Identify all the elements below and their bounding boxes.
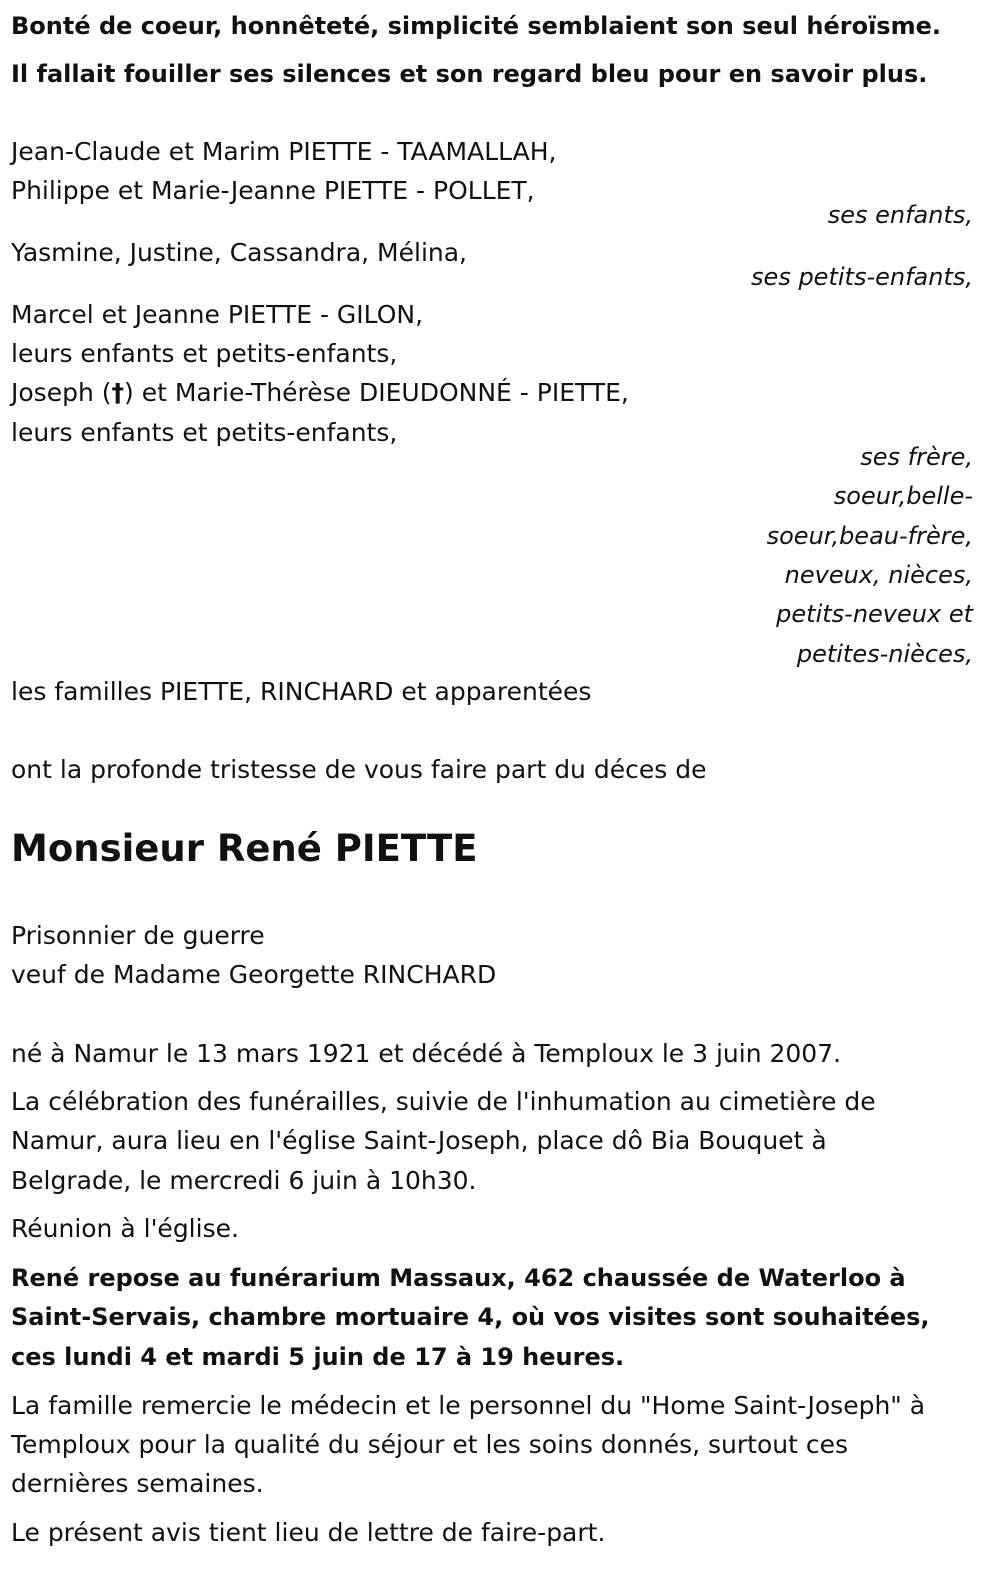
funeral-line-1: La célébration des funérailles, suivie de l'inhumation au cimetière de: [11, 1087, 876, 1116]
visitation-line-1: René repose au funérarium Massaux, 462 chaussée de Waterloo à: [11, 1264, 906, 1292]
thanks-line-3: dernières semaines.: [11, 1469, 264, 1498]
relation-siblings-5: petits-neveux et: [776, 600, 973, 628]
relation-children: ses enfants,: [827, 201, 973, 229]
epigraph-line-1: Bonté de coeur, honnêteté, simplicité semblaient son seul héroïsme.: [11, 12, 941, 40]
funeral-line-2: Namur, aura lieu en l'église Saint-Joseph, place dô Bia Bouquet à: [11, 1126, 827, 1155]
thanks-line-1: La famille remercie le médecin et le personnel du "Home Saint-Joseph" à: [11, 1391, 926, 1420]
siblings-line-3-start: Joseph (: [11, 378, 112, 407]
closing-line: Le présent avis tient lieu de lettre de faire-part.: [11, 1518, 606, 1547]
siblings-line-1: Marcel et Jeanne PIETTE - GILON,: [11, 300, 424, 329]
thanks-line-2: Temploux pour la qualité du séjour et les soins donnés, surtout ces: [11, 1430, 848, 1459]
visitation-line-2: Saint-Servais, chambre mortuaire 4, où vos visites sont souhaitées,: [11, 1303, 930, 1331]
title-line-1: Prisonnier de guerre: [11, 921, 265, 950]
funeral-line-3: Belgrade, le mercredi 6 juin à 10h30.: [11, 1166, 477, 1195]
siblings-line-3-end: ) et Marie-Thérèse DIEUDONNÉ - PIETTE,: [124, 378, 629, 407]
deceased-name: Monsieur René PIETTE: [11, 827, 478, 870]
children-line-2: Philippe et Marie-Jeanne PIETTE - POLLET,: [11, 176, 535, 205]
relation-siblings-1: ses frère,: [860, 443, 973, 471]
cross-icon: †: [111, 378, 124, 407]
birth-death-line: né à Namur le 13 mars 1921 et décédé à Temploux le 3 juin 2007.: [11, 1039, 842, 1068]
relation-siblings-4: neveux, nièces,: [784, 561, 973, 589]
relation-siblings-3: soeur,beau-frère,: [766, 522, 973, 550]
announcement-line: ont la profonde tristesse de vous faire part du déces de: [11, 755, 707, 784]
visitation-line-3: ces lundi 4 et mardi 5 juin de 17 à 19 heures.: [11, 1343, 625, 1371]
epigraph-line-2: Il fallait fouiller ses silences et son regard bleu pour en savoir plus.: [11, 60, 928, 88]
meeting-line: Réunion à l'église.: [11, 1214, 239, 1243]
siblings-line-4: leurs enfants et petits-enfants,: [11, 418, 398, 447]
siblings-line-3: [11, 378, 629, 408]
children-line-1: Jean-Claude et Marim PIETTE - TAAMALLAH,: [11, 137, 557, 166]
grandchildren-line: Yasmine, Justine, Cassandra, Mélina,: [11, 238, 468, 267]
title-line-2: veuf de Madame Georgette RINCHARD: [11, 960, 497, 989]
relation-siblings-6: petites-nièces,: [796, 640, 973, 668]
relation-siblings-2: soeur,belle-: [833, 482, 973, 510]
relation-grandchildren: ses petits-enfants,: [751, 263, 973, 291]
siblings-line-2: leurs enfants et petits-enfants,: [11, 339, 398, 368]
families-line: les familles PIETTE, RINCHARD et apparentées: [11, 677, 592, 706]
